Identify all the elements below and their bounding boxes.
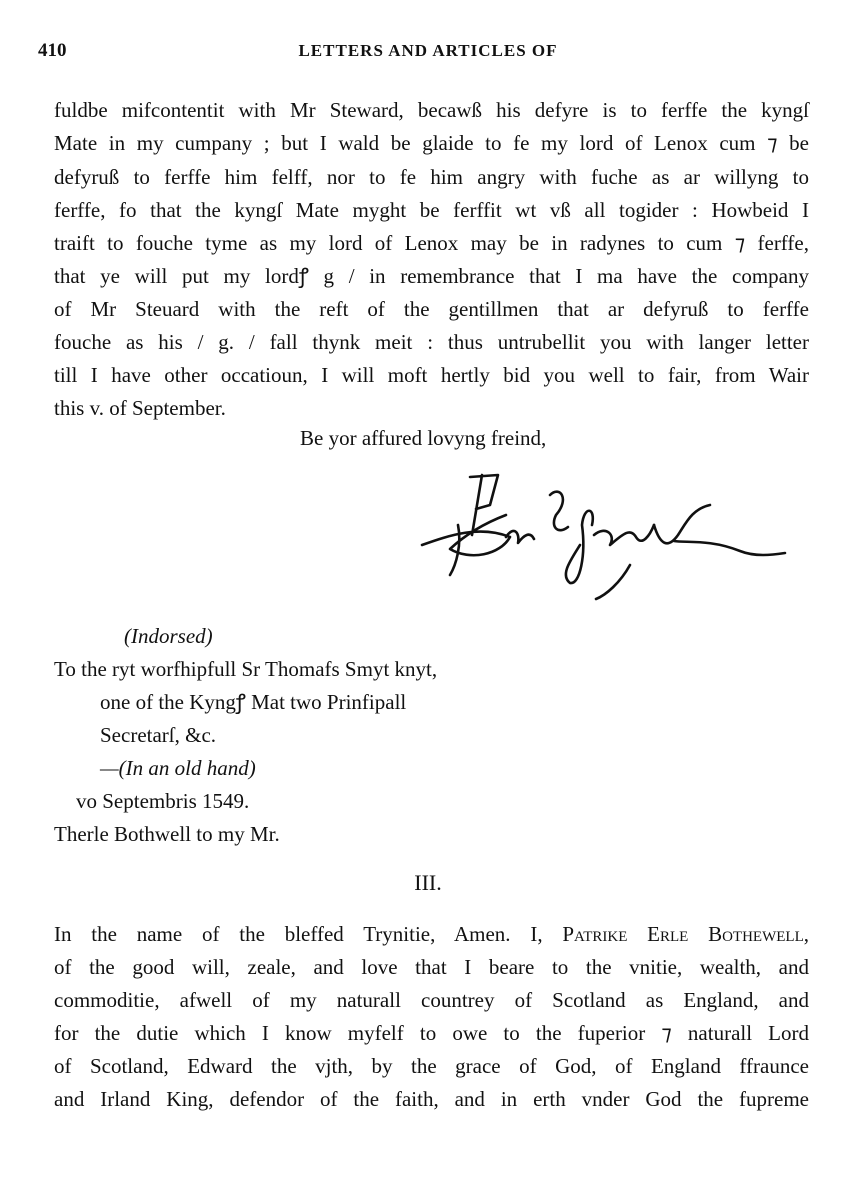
section-line: commoditie, afwell of my naturall countrey of Scotland as England, and [54, 988, 809, 1012]
running-title: LETTERS AND ARTICLES OF [298, 41, 558, 60]
author-name: Patrike Erle Bothewell, [562, 922, 809, 946]
letter-line: ferffe, fo that the kyngſ Mate myght be ferffit wt vß all togider : Howbeid I [54, 198, 809, 222]
page-number: 410 [38, 40, 67, 61]
letter-line: fuldbe mifcontentit with Mr Steward, becawß his defyre is to ferffe the kyngſ [54, 98, 809, 122]
address-line: Secretarſ, &c. [100, 723, 217, 747]
section-line: for the dutie which I know myfelf to owe to the fuperior ⁊ naturall Lord [54, 1021, 809, 1045]
handwritten-signature [410, 465, 790, 605]
letter-line: this v. of September. [54, 396, 226, 420]
section-line: of the good will, zeale, and love that I beare to the vnitie, wealth, and [54, 955, 809, 979]
letter-line: defyruß to ferffe him felff, nor to fe him angry with fuche as ar willyng to [54, 165, 809, 189]
letter-line: of Mr Steuard with the reft of the gentillmen that ar defyruß to ferffe [54, 297, 809, 321]
section-line: of Scotland, Edward the vjth, by the grace of God, of England ffraunce [54, 1054, 809, 1078]
letter-line: traift to fouche tyme as my lord of Lenox may be in radynes to cum ⁊ ferffe, [54, 231, 809, 255]
address-line: one of the Kyngꝭ Mat two Prinfipall [100, 690, 407, 714]
letter-line: till I have other occatioun, I will moft hertly bid you well to fair, from Wair [54, 363, 809, 387]
letter-closing: Be yor affured lovyng freind, [300, 426, 547, 450]
section-line: and Irland King, defendor of the faith, and in erth vnder God the fupreme [54, 1087, 809, 1111]
page-header [0, 40, 856, 70]
letter-line: fouche as his / g. / fall thynk meit : thus untrubellit you with langer letter [54, 330, 809, 354]
section-first-line [54, 918, 809, 950]
section-number: III. [414, 870, 442, 895]
section-first-words: In the name of the bleffed Trynitie, Amen. I, [54, 922, 563, 946]
old-hand-label: —(In an old hand) [100, 756, 256, 780]
endorsement-date: vo Septembris 1549. [76, 789, 250, 813]
endorsement-note: Therle Bothwell to my Mr. [54, 822, 280, 846]
letter-line: Mate in my cumpany ; but I wald be glaide to fe my lord of Lenox cum ⁊ be [54, 131, 809, 155]
indorsed-heading: (Indorsed) [124, 624, 213, 648]
address-line: To the ryt worfhipfull Sr Thomafs Smyt knyt, [54, 657, 438, 681]
letter-line: that ye will put my lordꝭ g / in remembrance that I ma have the company [54, 264, 809, 288]
